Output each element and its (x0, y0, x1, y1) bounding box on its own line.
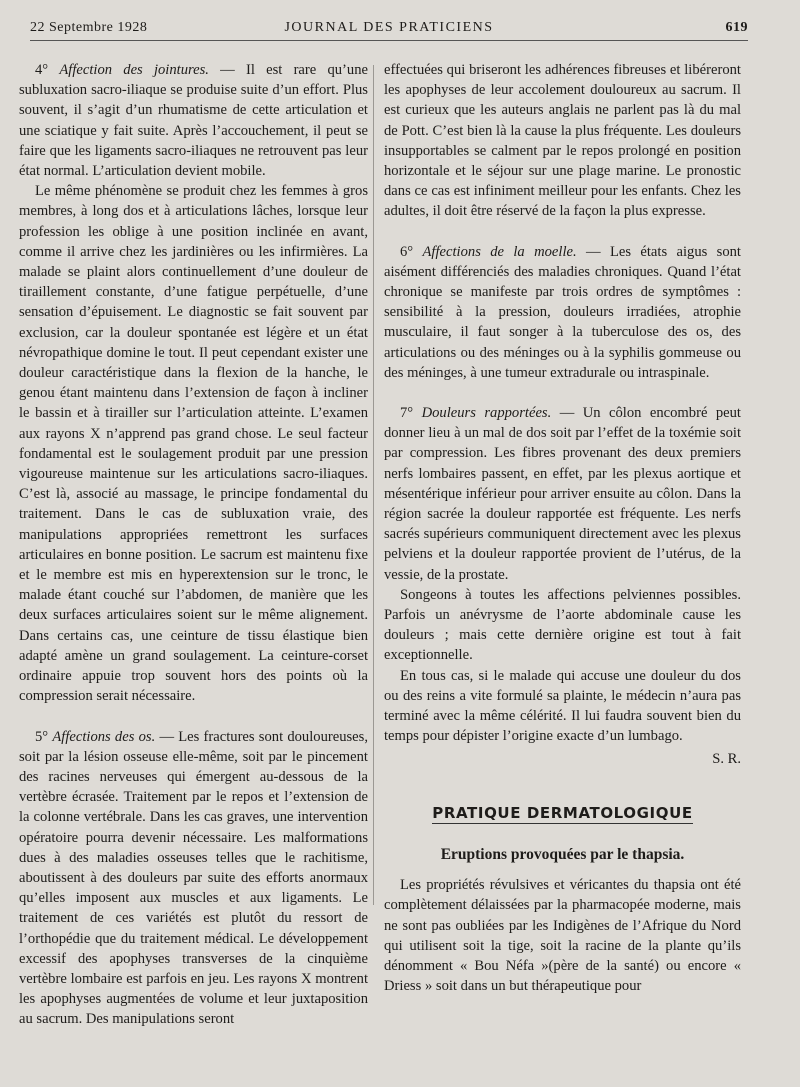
paragraph-text: — Un côlon encombré peut donner lieu à un mal de dos soit par l’effet de la toxémie soit par compression. Les fibres provenant des deux premiers nerfs lombaires passent, en effet, par les plexus aortique et mésentérique inférieur pour arriver ensuite au côlon. Dans la région sacrée la douleur rapportée est fréquente. Les nerfs sacrés supérieurs communiquent directement avec les plexus pelviens et la douleur rapportée provient de l’utérus, de la vessie, de la prostate. (384, 405, 741, 583)
section-number: 7° (400, 405, 414, 422)
left-column (19, 60, 368, 1077)
paragraph-affections-moelle (384, 242, 741, 383)
running-header (30, 18, 748, 41)
article-title: Eruptions provoquées par le thapsia. (440, 845, 685, 863)
section-heading: Affections des os. (52, 728, 156, 745)
section-title-text: PRATIQUE DERMATOLOGIQUE (432, 803, 693, 822)
paragraph-text: Le même phénomène se produit chez les femmes à gros membres, à long dos et à articulations lâches, lorsque leur profession les oblige à une position inclinée en avant, comme il arrive chez les jardinières ou les infirmières. La malade se plaint alors continuellement d’une douleur de tiraillement constante, d’une fatigue perpétuelle, d’une sensation d’épuisement. Le diagnostic se fait souvent par exclusion, car la douleur spontanée est légère et un état névropathique domine le tout. Il peut cependant exister une douleur caractéristique dans la flexion de la hanche, le genou étant maintenu dans l’extension de façon à incliner le bassin et à tirailler sur l’articulation atteinte. L’examen aux rayons X n’apprend pas grand chose. Le seul facteur fondamental est le soulagement produit par une pression vigoureuse maintenue sur les articulations sacro-iliaques. C’est là, associé au massage, le principe fondamental du traitement. Dans le cas de subluxation vraie, des manipulations appropriées remettront les surfaces articulaires en bonne position. Le sacrum est maintenu fixe et le membre est mis en hyperextension sur le tronc, le malade étant couché sur l’abdomen, de manière que les deux surfaces articulaires soient sur le même alignement. Dans certains cas, une ceinture de tissu élastique bien adapté amène un grand soulagement. La ceinture-corset ordinaire appuie trop souvent hors des points où la compression serait nécessaire. (19, 183, 368, 705)
header-date: 22 Septembre 1928 (30, 20, 148, 35)
paragraph-text: — Il est rare qu’une subluxation sacro-iliaque se produise suite d’un effort. Plus souvent, il s’agit d’un rhumatisme de cette articulation et une sciatique y fait suite. Après l’accouchement, il peut se faire que les ligaments sacro-iliaques ne retrouvent pas leur état normal. L’articulation devient mobile. (19, 62, 368, 180)
section-heading: Affections de la moelle. (422, 243, 577, 260)
journal-title: JOURNAL DES PRATICIENS (284, 20, 494, 35)
page-number: 619 (725, 20, 748, 35)
paragraph-text: effectuées qui briseront les adhérences fibreuses et libéreront les apophyses de leur accolement douloureux au sacrum. Il est curieux que les auteurs anglais ne parlent pas là du mal de Pott. C’est bien là la cause la plus fréquente. Les douleurs insupportables se calment par le repos prolongé en position horizontale et le séjour sur une plage marine. Le pronostic dans ce cas est infiniment meilleur pour les enfants. Chez les adultes, il doit être réservé de la façon la plus expresse. (384, 62, 741, 220)
paragraph-text: Les propriétés révulsives et véricantes du thapsia ont été complètement délaissées par la pharmacopée moderne, mais ne sont pas oubliées par les Indigènes de l’Afrique du Nord qui utilisent soit la tige, soit la racine de la plante qu’ils dénomment « Bou Néfa »(père de la santé) ou encore « Driess » soit dans un but thérapeutique pour (384, 877, 741, 995)
section-number: 6° (400, 243, 414, 260)
section-title (384, 803, 741, 823)
paragraph-text: En tous cas, si le malade qui accuse une douleur du dos ou des reins a vite formulé sa plainte, le médecin n’aura pas terminé avec la même célérité. Il lui faudra souvent bien du temps pour dépister l’origine exacte d’un lumbago. (384, 667, 741, 745)
right-column (384, 60, 741, 1077)
section-heading: Affection des jointures. (59, 62, 209, 78)
section-number: 4° (35, 62, 49, 78)
section-number: 5° (35, 728, 49, 745)
paragraph-affection-jointures (19, 60, 368, 181)
column-divider (373, 65, 374, 905)
paragraph-text: — Les fractures sont douloureuses, soit par la lésion osseuse elle-même, soit par le pincement des racines nerveuses qui émergent au-dessous de la vertèbre écrasée. Traitement par le repos et l’extension de la colonne vertébrale. Dans les cas graves, une intervention opératoire pourra devenir nécessaire. Les malformations dues à des maladies osseuses telles que le rachitisme, aboutissent à des douleurs par suite des efforts anormaux qu’elles imposent aux muscles et aux ligaments. Le traitement de ces variétés est plutôt du ressort de l’orthopédie que du traitement médical. Le développement excessif des apophyses transverses de la cinquième vertèbre lombaire est parfois en jeu. Les rayons X montrent les apophyses augmentées de volume et leur juxtaposition au sacrum. Des manipulations seront (19, 728, 368, 1028)
section-heading: Douleurs rapportées. (421, 405, 552, 422)
author-signature: S. R. (712, 750, 741, 767)
paragraph-affections-os (19, 727, 368, 1030)
paragraph-douleurs-rapportees (384, 403, 741, 585)
paragraph-text: Songeons à toutes les affections pelviennes possibles. Parfois un anévrysme de l’aorte abdominale cause les douleurs ; mais cette dernière origine est tout à fait exceptionnelle. (384, 586, 741, 664)
paragraph-text: — Les états aigus sont aisément différenciés des maladies chroniques. Quand l’état chronique se manifeste par trois ordres de symptômes : sensibilité à la pression, douleurs irradiées, atrophie musculaire, il faut songer à la tuberculose des os, des articulations ou des méninges ou à la syphilis gommeuse ou des méninges, à une tumeur extradurale ou intraspinale. (384, 243, 741, 381)
